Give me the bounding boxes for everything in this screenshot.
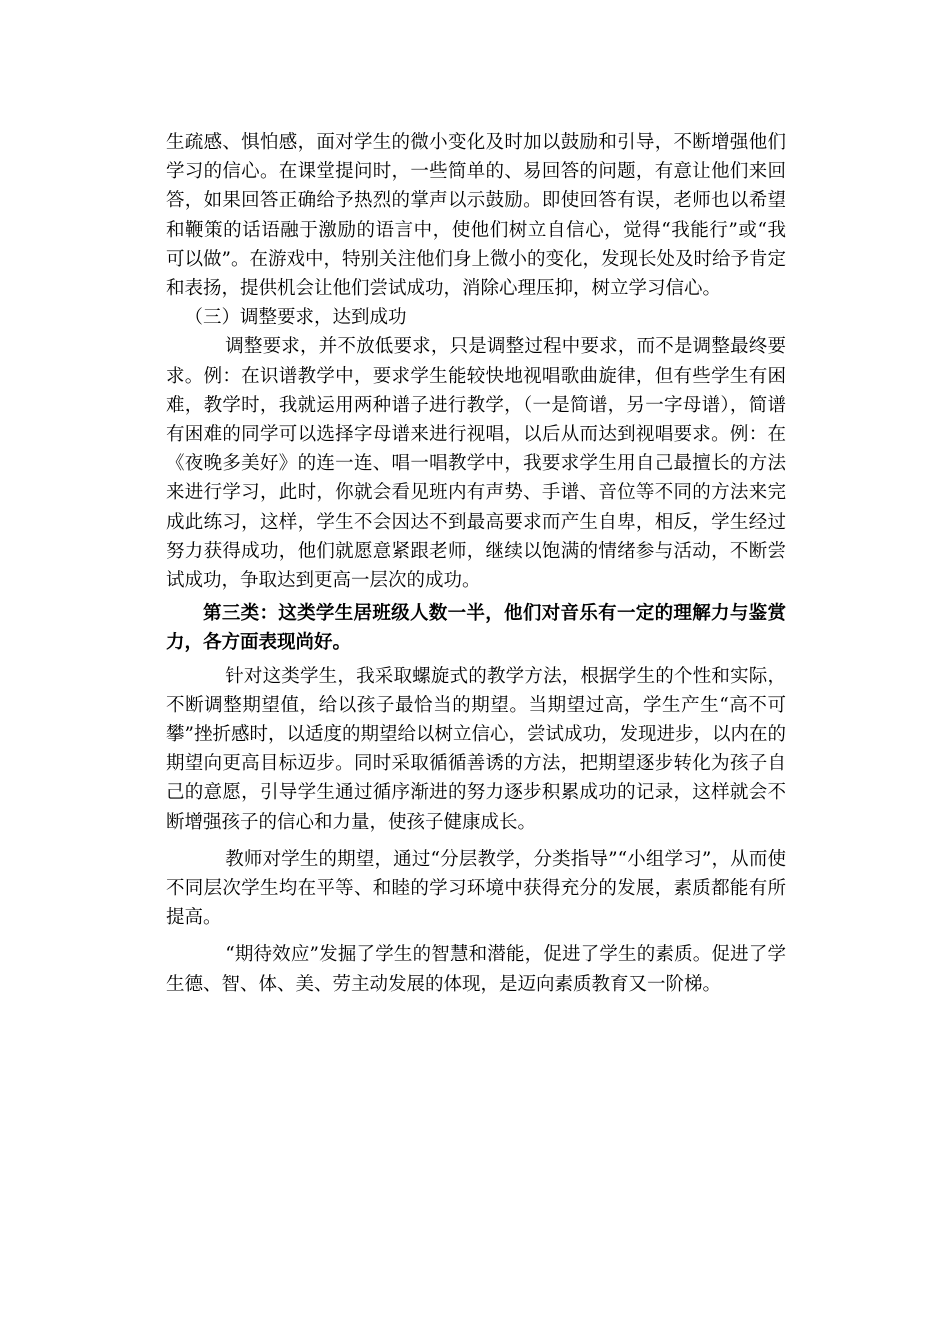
paragraph-spiral-method: 针对这类学生，我采取螺旋式的教学方法，根据学生的个性和实际，不断调整期望值，给以孩子最恰当的期望。当期望过高，学生产生“高不可攀”挫折感时，以适度的期望给以树立信心，尝试成功，发现进步，以内在的期望向更高目标迈步。同时采取循循善诱的方法，把期望逐步转化为孩子自己的意愿，引导学生通过循序渐进的努力逐步积累成功的记录，这样就会不断增强孩子的信心和力量，使孩子健康成长。 — [166, 665, 786, 833]
section-heading-adjust-requirements: （三）调整要求，达到成功 — [184, 307, 407, 329]
paragraph-teacher-expectation: 教师对学生的期望，通过“分层教学，分类指导”“小组学习”，从而使不同层次学生均在平等、和睦的学习环境中获得充分的发展，素质都能有所提高。 — [166, 848, 786, 929]
paragraph-adjust-requirements: 调整要求，并不放低要求，只是调整过程中要求，而不是调整最终要求。例：在识谱教学中，要求学生能较快地视唱歌曲旋律，但有些学生有困难，教学时，我就运用两种谱子进行教学，（一是简谱，另一字母谱），简谱有困难的同学可以选择字母谱来进行视唱，以后从而达到视唱要求。例：在《夜晚多美好》的连一连、唱一唱教学中，我要求学生用自己最擅长的方法来进行学习，此时，你就会看见班内有声势、手谱、音位等不同的方法来完成此练习，这样，学生不会因达不到最高要求而产生自卑，相反，学生经过努力获得成功，他们就愿意紧跟老师，继续以饱满的情绪参与活动，不断尝试成功，争取达到更高一层次的成功。 — [166, 336, 786, 592]
paragraph-encouragement: 生疏感、惧怕感，面对学生的微小变化及时加以鼓励和引导，不断增强他们学习的信心。在课堂提问时，一些简单的、易回答的问题，有意让他们来回答，如果回答正确给予热烈的掌声以示鼓励。即使回答有误，老师也以希望和鞭策的话语融于激励的语言中，使他们树立自信心，觉得“我能行”或“我可以做”。在游戏中，特别关注他们身上微小的变化，发现长处及时给予肯定和表扬，提供机会让他们尝试成功，消除心理压抑，树立学习信心。 — [166, 132, 786, 300]
paragraph-expectation-effect: “期待效应”发掘了学生的智慧和潜能，促进了学生的素质。促进了学生德、智、体、美、劳主动发展的体现，是迈向素质教育又一阶梯。 — [166, 944, 786, 995]
category-three-heading: 第三类：这类学生居班级人数一半，他们对音乐有一定的理解力与鉴赏力，各方面表现尚好。 — [166, 603, 786, 654]
document-page — [166, 128, 786, 999]
